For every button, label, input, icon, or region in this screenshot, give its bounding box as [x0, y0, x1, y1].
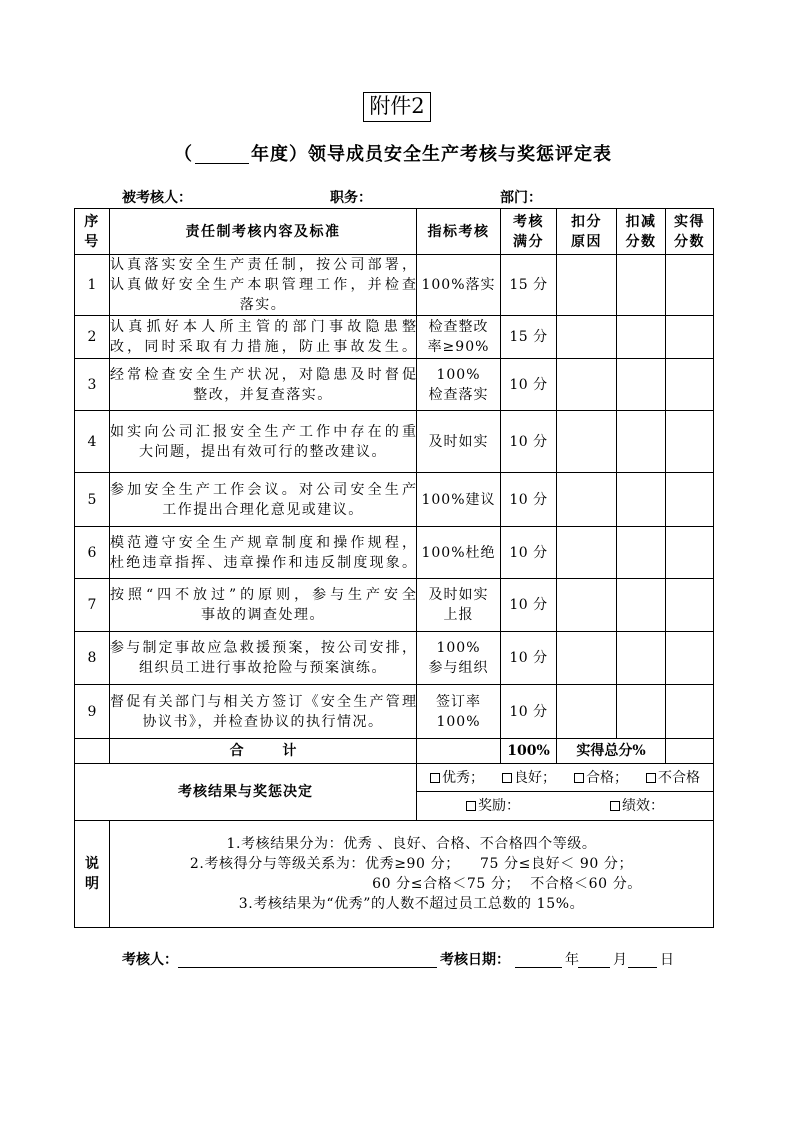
row-deduct-reason — [557, 685, 617, 739]
row-number: 3 — [75, 359, 110, 411]
row-actual-score — [666, 411, 714, 473]
grade-pass-label: 合格； — [586, 769, 628, 786]
row-indicator — [417, 527, 501, 579]
content-line: 参与制定事故应急救援预案，按公司安排， — [110, 640, 416, 656]
row-actual-score — [666, 579, 714, 632]
grade-option-pass — [565, 768, 637, 788]
examiner-label: 考核人： — [122, 952, 178, 968]
content-line: 协议书》，并检查协议的执行情况。 — [142, 713, 384, 730]
row-content — [110, 527, 417, 579]
row-deduct-reason — [557, 359, 617, 411]
grade-fail-label: 不合格 — [658, 769, 700, 786]
row-full-score: 10 分 — [501, 579, 557, 632]
note-line: 2.考核得分与等级关系为：优秀≥90 分； 75 分≤良好＜ 90 分； — [189, 856, 634, 872]
table-row — [75, 632, 714, 685]
indicator-line: 100% — [436, 366, 481, 383]
row-deduct-points — [617, 579, 666, 632]
row-number: 5 — [75, 473, 110, 527]
assessment-table-body — [75, 209, 714, 928]
row-deduct-reason — [557, 255, 617, 316]
form-title — [174, 143, 612, 167]
total-actual-score-cell — [666, 739, 714, 764]
indicator-line: 及时如实 — [428, 433, 489, 450]
content-line: 模范遵守安全生产规章制度和操作规程， — [110, 534, 416, 551]
total-row — [75, 739, 714, 764]
decision-reward-label: 奖励： — [478, 798, 520, 814]
content-line: 按照“四不放过”的原则，参与生产安全 — [110, 587, 416, 603]
row-deduct-points — [617, 316, 666, 359]
row-content — [110, 359, 417, 411]
table-row — [75, 527, 714, 579]
row-indicator — [417, 316, 501, 359]
indicator-line: 检查落实 — [428, 386, 489, 403]
content-line: 参加安全生产工作会议。对公司安全生产 — [110, 481, 416, 498]
checkbox-good[interactable] — [502, 773, 512, 783]
header-no-line: 序 — [84, 213, 100, 230]
grade-options — [417, 764, 714, 792]
indicator-line: 率≥90% — [427, 339, 490, 355]
row-deduct-reason — [557, 316, 617, 359]
row-content — [110, 685, 417, 739]
note-line: 60 分≤合格＜75 分； 不合格＜60 分。 — [372, 876, 642, 892]
header-row — [75, 209, 714, 255]
position-label: 职务： — [330, 190, 372, 206]
checkbox-fail[interactable] — [646, 773, 656, 783]
row-content — [110, 632, 417, 685]
row-full-score: 15 分 — [501, 255, 557, 316]
row-content — [110, 579, 417, 632]
year-blank — [195, 145, 249, 164]
content-line: 如实向公司汇报安全生产工作中存在的重 — [110, 423, 416, 440]
row-full-score: 10 分 — [501, 411, 557, 473]
row-deduct-reason — [557, 411, 617, 473]
header-actual-score — [666, 209, 714, 255]
row-number: 8 — [75, 632, 110, 685]
indicator-line: 及时如实 — [428, 587, 489, 603]
grade-good-label: 良好； — [514, 769, 556, 786]
table-row — [75, 579, 714, 632]
table-row — [75, 473, 714, 527]
content-line: 认真抓好本人所主管的部门事故隐患整 — [110, 319, 416, 335]
table-row — [75, 359, 714, 411]
header-actual-score-line: 分数 — [674, 233, 705, 250]
header-deduct-reason-line: 扣分 — [571, 213, 602, 230]
content-line: 督促有关部门与相关方签订《安全生产管理 — [110, 693, 416, 710]
header-no-line: 号 — [84, 233, 100, 250]
row-content — [110, 473, 417, 527]
row-indicator — [417, 579, 501, 632]
month-blank-line — [578, 952, 610, 968]
notes-label — [75, 821, 110, 928]
row-deduct-points — [617, 411, 666, 473]
grade-option-excellent — [421, 768, 493, 788]
content-line: 整改，并复查落实。 — [193, 386, 333, 403]
checkbox-reward[interactable] — [466, 801, 476, 811]
examinee-label: 被考核人： — [122, 190, 192, 206]
day-blank-line — [628, 952, 657, 968]
checkbox-performance[interactable] — [610, 801, 620, 811]
row-full-score: 10 分 — [501, 632, 557, 685]
header-full-score-line: 考核 — [513, 213, 544, 230]
row-indicator — [417, 255, 501, 316]
assessment-table — [74, 208, 714, 928]
row-deduct-reason — [557, 632, 617, 685]
decision-option-reward — [421, 796, 565, 816]
header-full-score-line: 满分 — [513, 233, 544, 250]
indicator-line: 100%杜绝 — [421, 544, 496, 561]
row-number: 4 — [75, 411, 110, 473]
row-number: 9 — [75, 685, 110, 739]
row-indicator — [417, 685, 501, 739]
table-row — [75, 255, 714, 316]
indicator-line: 100% — [436, 640, 481, 656]
total-indicator-cell — [417, 739, 501, 764]
grade-option-fail — [637, 768, 709, 788]
checkbox-pass[interactable] — [574, 773, 584, 783]
notes-row — [75, 821, 714, 928]
row-actual-score — [666, 632, 714, 685]
row-number: 2 — [75, 316, 110, 359]
content-line: 认真做好安全生产本职管理工作，并检查 — [110, 277, 416, 293]
note-line: 3.考核结果为“优秀”的人数不超过员工总数的 15%。 — [238, 896, 585, 912]
total-no-cell — [75, 739, 110, 764]
row-full-score: 10 分 — [501, 473, 557, 527]
row-content — [110, 316, 417, 359]
row-deduct-points — [617, 255, 666, 316]
date-label: 考核日期： — [440, 952, 510, 968]
header-deduct-points-line: 扣减 — [625, 213, 657, 230]
total-actual-score-label: 实得总分% — [557, 739, 666, 764]
note-line: 1.考核结果分为：优秀 、良好、合格、不合格四个等级。 — [226, 836, 597, 852]
examiner-signature-line — [178, 952, 437, 968]
content-line: 落实。 — [239, 297, 287, 313]
month-unit: 月 — [613, 952, 627, 968]
header-deduct-reason-line: 原因 — [571, 233, 602, 250]
row-deduct-reason — [557, 527, 617, 579]
indicator-line: 100%建议 — [421, 491, 496, 508]
title-text: 年度）领导成员安全生产考核与奖惩评定表 — [251, 144, 612, 165]
row-deduct-points — [617, 527, 666, 579]
content-line: 改，同时采取有力措施，防止事故发生。 — [110, 339, 416, 355]
notes-label-char: 说 — [85, 856, 99, 872]
indicator-line: 检查整改 — [428, 319, 489, 335]
row-actual-score — [666, 359, 714, 411]
row-number: 6 — [75, 527, 110, 579]
row-full-score: 10 分 — [501, 359, 557, 411]
content-line: 事故的调查处理。 — [201, 607, 325, 623]
header-deduct-reason — [557, 209, 617, 255]
day-unit: 日 — [660, 952, 674, 968]
content-line: 认真落实安全生产责任制，按公司部署， — [110, 257, 416, 273]
indicator-line: 100%落实 — [421, 277, 496, 293]
row-actual-score — [666, 316, 714, 359]
row-indicator — [417, 632, 501, 685]
decision-options — [417, 792, 714, 821]
indicator-line: 上报 — [443, 607, 474, 623]
content-line: 工作提出合理化意见或建议。 — [162, 501, 364, 518]
header-actual-score-line: 实得 — [674, 213, 705, 230]
row-actual-score — [666, 685, 714, 739]
header-deduct-points — [617, 209, 666, 255]
grade-excellent-label: 优秀； — [442, 769, 484, 786]
row-number: 7 — [75, 579, 110, 632]
table-row — [75, 316, 714, 359]
row-content — [110, 255, 417, 316]
attachment-label: 附件2 — [363, 92, 431, 122]
header-content: 责任制考核内容及标准 — [110, 209, 417, 255]
notes-content — [110, 821, 714, 928]
row-indicator — [417, 411, 501, 473]
content-line: 大问题，提出有效可行的整改建议。 — [139, 443, 387, 460]
result-label: 考核结果与奖惩决定 — [75, 764, 417, 821]
row-content — [110, 411, 417, 473]
table-row — [75, 685, 714, 739]
total-label: 合 计 — [110, 739, 417, 764]
title-open-paren: （ — [174, 144, 193, 165]
notes-label-char: 明 — [85, 876, 99, 892]
indicator-line: 100% — [436, 713, 481, 730]
row-full-score: 15 分 — [501, 316, 557, 359]
row-full-score: 10 分 — [501, 685, 557, 739]
year-blank-line — [515, 952, 562, 968]
row-deduct-points — [617, 473, 666, 527]
header-deduct-points-line: 分数 — [625, 233, 657, 250]
header-no — [75, 209, 110, 255]
result-row — [75, 764, 714, 792]
row-full-score: 10 分 — [501, 527, 557, 579]
row-actual-score — [666, 473, 714, 527]
row-deduct-points — [617, 632, 666, 685]
year-unit: 年 — [565, 952, 579, 968]
row-deduct-reason — [557, 579, 617, 632]
row-deduct-reason — [557, 473, 617, 527]
row-indicator — [417, 473, 501, 527]
table-row — [75, 411, 714, 473]
row-actual-score — [666, 255, 714, 316]
row-deduct-points — [617, 359, 666, 411]
content-line: 经常检查安全生产状况，对隐患及时督促 — [110, 366, 416, 383]
header-full-score — [501, 209, 557, 255]
total-full-score: 100% — [501, 739, 557, 764]
content-line: 杜绝违章指挥、违章操作和违反制度现象。 — [110, 554, 416, 571]
decision-option-performance — [565, 796, 709, 816]
checkbox-excellent[interactable] — [430, 773, 440, 783]
row-deduct-points — [617, 685, 666, 739]
indicator-line: 签订率 — [436, 693, 481, 710]
row-number: 1 — [75, 255, 110, 316]
department-label: 部门： — [500, 190, 542, 206]
content-line: 组织员工进行事故抢险与预案演练。 — [139, 660, 387, 676]
row-actual-score — [666, 527, 714, 579]
indicator-line: 参与组织 — [428, 660, 489, 676]
grade-option-good — [493, 768, 565, 788]
row-indicator — [417, 359, 501, 411]
header-indicator: 指标考核 — [417, 209, 501, 255]
decision-performance-label: 绩效： — [622, 798, 664, 814]
